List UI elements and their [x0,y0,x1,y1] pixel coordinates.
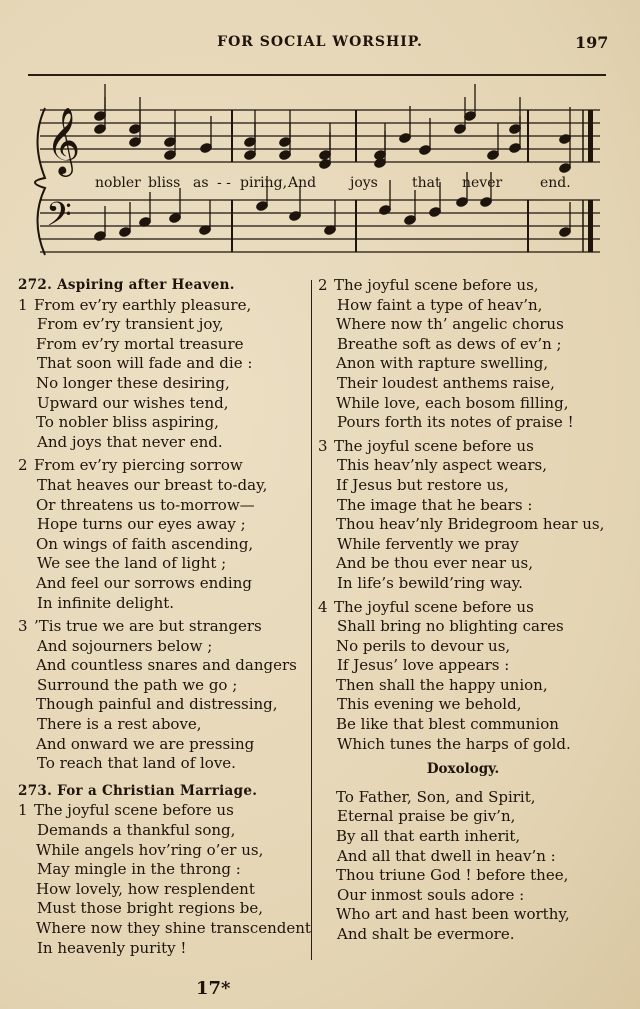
verse-text: On wings of faith ascending, [36,534,254,553]
hymn-273-stanzas [18,801,311,958]
verse-line [318,394,608,414]
verse-text: The image that he bears : [337,495,533,514]
verse-text: Be like that blest communion [336,715,559,734]
verse-line [18,939,308,959]
music-score [0,80,640,260]
stanza-number: 2 [318,276,328,294]
verse-line [318,335,608,355]
verse-line [318,637,608,657]
verse-line [318,276,608,296]
verse-text: If Jesus but restore us, [336,475,509,494]
verse-line [18,676,308,696]
verse-text: In infinite delight. [37,593,175,612]
verse-text: And feel our sorrows ending [36,573,252,592]
verse-text: While love, each bosom filling, [336,393,569,412]
verse-text: The joyful scene before us [334,436,534,455]
verse-text: Must those bright regions be, [37,899,264,918]
lyric-syllable: never [462,175,503,191]
lyric-syllable: that [412,175,441,191]
verse-text: And sojourners below ; [37,636,213,655]
lyric-syllable: end. [540,175,571,191]
verse-line [318,456,608,476]
verse-text: Breathe soft as dews of ev’n ; [337,334,562,353]
verse-text: That heaves our breast to-day, [37,475,268,494]
verse-line [18,919,311,939]
verse-line [18,574,308,594]
verse-text: No longer these desiring, [36,373,230,392]
verse-text: Then shall the happy union, [336,675,548,694]
hymn-273-continued-stanzas [318,276,608,754]
verse-text: In heavenly purity ! [37,938,187,957]
verse-text: The joyful scene before us, [334,276,539,294]
verse-text: Their loudest anthems raise, [337,373,555,392]
stanza [18,617,308,774]
stanza-number: 4 [318,597,328,616]
verse-line [18,735,308,755]
doxology-line: To Father, Son, and Spirit, [336,787,536,806]
doxology-title: Doxology. [426,761,500,778]
verse-text: The joyful scene before us [334,597,534,616]
verse-line [318,656,608,676]
stanza [318,276,608,433]
page-number: 197 [575,33,609,52]
verse-text: That soon will fade and die : [37,354,253,373]
bass-clef: 𝄢 [46,196,72,242]
lyric-syllable: - - [217,175,231,191]
verse-line [18,315,308,335]
stanza-number: 3 [318,436,328,455]
doxology-line: By all that earth inherit, [336,827,521,846]
verse-text: From ev’ry earthly pleasure, [34,295,252,314]
lyric-syllable: piring, [240,175,288,191]
verse-line [318,515,608,535]
stanza-number: 2 [18,456,28,475]
verse-line [18,335,308,355]
verse-text: The joyful scene before us [34,801,234,820]
verse-line [318,554,608,574]
verse-line [18,354,308,374]
verse-line [318,354,608,374]
verse-text: In life’s bewild’ring way. [337,573,523,592]
verse-line [318,413,608,433]
hymn-272-title: 272. Aspiring after Heaven. [18,277,235,293]
verse-line [18,433,308,453]
verse-line [18,296,308,316]
verse-text: How faint a type of heav’n, [337,295,543,314]
verse-line [18,801,308,821]
verse-line [318,617,608,637]
verse-text: Where now they shine transcendent [36,919,311,937]
verse-line [318,535,608,555]
doxology-line: Thou triune God ! before thee, [336,866,569,885]
verse-text: While angels hov’ring o’er us, [36,840,264,859]
verse-line [18,841,308,861]
verse-line [18,754,308,774]
stanza [18,456,308,613]
verse-text: May mingle in the throng : [37,860,241,879]
stanza [18,296,308,453]
verse-line [18,476,308,496]
verse-text: Though painful and distressing, [36,695,278,714]
verse-text: Pours forth its notes of praise ! [337,413,574,432]
verse-line [18,374,308,394]
verse-line [18,637,308,657]
verse-line [18,695,308,715]
doxology-line: Eternal praise be giv’n, [337,807,516,826]
verse-text: And joys that never end. [37,432,223,451]
verse-line [18,899,308,919]
stanza-number: 1 [18,295,28,314]
verse-line [18,656,308,676]
signature-mark: 17* [196,978,231,999]
verse-line [18,594,308,614]
verse-line [18,515,308,535]
verse-text: How lovely, how resplendent [36,879,255,898]
left-column [18,276,311,962]
lyric-syllable: joys [350,175,378,191]
verse-line [18,617,308,637]
verse-text: And countless snares and dangers [36,656,297,675]
verse-text: This evening we behold, [337,695,522,714]
verse-line [318,676,608,696]
verse-text: To reach that land of love. [37,754,236,773]
doxology-lines [318,788,608,945]
verse-line [318,735,608,755]
column-divider [311,280,312,960]
verse-text: Shall bring no blighting cares [337,617,564,636]
verse-line [318,715,608,735]
verse-line [18,554,308,574]
verse-line [318,598,608,618]
right-column [318,276,608,945]
verse-line [18,715,308,735]
running-title: FOR SOCIAL WORSHIP. [217,34,423,50]
brace [35,108,45,255]
lyric-syllable: nobler [95,175,141,191]
stanza [318,437,608,594]
verse-line [18,394,308,414]
verse-text: Hope turns our eyes away ; [37,515,246,534]
verse-line [318,496,608,516]
doxology-line: And all that dwell in heav’n : [337,846,556,865]
hymn-273-title: 273. For a Christian Marriage. [18,782,258,799]
treble-clef: 𝄞 [46,106,81,174]
stanza-number: 3 [18,617,28,636]
verse-line [18,860,308,880]
verse-text: And be thou ever near us, [336,554,533,573]
verse-text: To nobler bliss aspiring, [36,413,219,432]
doxology-line: Who art and hast been worthy, [336,905,570,924]
verse-line [318,296,608,316]
verse-line [318,437,608,457]
verse-line [18,535,308,555]
verse-text: Or threatens us to-morrow— [36,495,255,514]
verse-text: ’Tis true we are but strangers [34,617,262,636]
verse-line [318,374,608,394]
verse-text: This heav’nly aspect wears, [337,456,547,475]
verse-text: Anon with rapture swelling, [336,354,549,373]
lyric-syllable: And [288,175,317,191]
verse-line [18,413,308,433]
verse-text: While fervently we pray [337,534,519,553]
verse-text: There is a rest above, [37,715,202,734]
doxology-line: And shalt be evermore. [337,925,515,943]
stanza-number: 1 [18,801,28,820]
verse-line [18,880,308,900]
verse-line [18,821,308,841]
verse-text: Surround the path we go ; [37,675,238,694]
header-rule [28,74,606,76]
verse-line [18,456,308,476]
verse-text: No perils to devour us, [336,636,511,655]
verse-text: Demands a thankful song, [37,821,236,840]
verse-line [18,496,308,516]
verse-line [318,315,608,335]
final-barline [588,110,593,162]
lyric-syllable: as [193,175,209,191]
hymn-272-stanzas [18,296,308,774]
verse-text: If Jesus’ love appears : [337,656,510,675]
verse-line [318,574,608,594]
lyric-syllable: bliss [148,175,181,191]
verse-line [318,695,608,715]
verse-line [318,476,608,496]
verse-text: Upward our wishes tend, [37,393,229,412]
final-barline [588,200,593,252]
verse-text: From ev’ry piercing sorrow [34,456,243,475]
verse-text: From ev’ry mortal treasure [36,334,244,353]
verse-text: We see the land of light ; [37,554,227,573]
stanza [18,801,311,958]
verse-text: From ev’ry transient joy, [37,315,224,334]
verse-text: And onward we are pressing [36,734,255,753]
verse-text: Which tunes the harps of gold. [337,734,571,753]
verse-text: Where now th’ angelic chorus [336,315,564,334]
doxology-line: Our inmost souls adore : [337,885,525,904]
verse-text: Thou heav’nly Bridegroom hear us, [336,515,605,534]
stanza [318,598,608,755]
